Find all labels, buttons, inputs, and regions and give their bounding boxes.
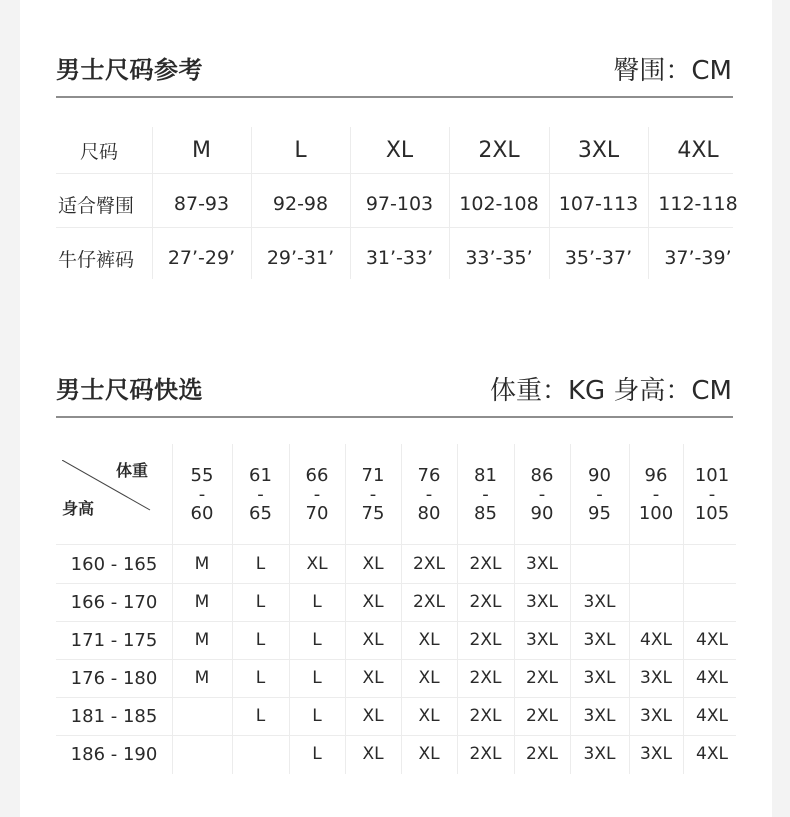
table-cell: 2XL [526, 744, 558, 764]
table-cell: L [312, 706, 322, 726]
table-cell [172, 697, 232, 735]
table-cell [629, 545, 683, 583]
table-cell: 97-103 [365, 193, 434, 215]
section1-title: 男士尺码参考 [56, 56, 203, 84]
table-cell: 4XL [640, 630, 672, 650]
size-xl: XL [385, 137, 414, 163]
row-label: 牛仔裤码 [58, 248, 135, 271]
table-cell: 3XL [640, 744, 672, 764]
table-cell: 4XL [696, 668, 728, 688]
table-cell: XL [418, 668, 440, 688]
height-range-label: 176 - 180 [70, 667, 158, 689]
size-m: M [192, 137, 211, 163]
table-cell: 3XL [640, 706, 672, 726]
table-cell: XL [362, 744, 384, 764]
row-label: 适合臀围 [58, 194, 135, 217]
header-label: 尺码 [80, 140, 119, 163]
weight-column-header: 61 - 65 [249, 464, 272, 524]
weight-column-header: 101 - 105 [694, 464, 730, 524]
table-cell: 33’-35’ [465, 247, 533, 269]
table-cell: 2XL [469, 706, 502, 726]
height-range-label: 171 - 175 [70, 629, 158, 651]
table-cell: XL [362, 630, 384, 650]
table-cell: 3XL [583, 668, 616, 688]
weight-column-header: 55 - 60 [190, 464, 214, 524]
table-cell [232, 735, 289, 773]
table-cell: XL [362, 706, 384, 726]
table-cell: 3XL [526, 554, 558, 574]
table-cell: 4XL [696, 744, 728, 764]
table-cell: L [255, 554, 266, 574]
table-cell: 2XL [413, 592, 445, 612]
table-cell [683, 545, 741, 583]
section1-unit: 臀围：CM [613, 56, 732, 86]
table-cell: 3XL [640, 668, 672, 688]
table-cell: XL [418, 630, 440, 650]
weight-column-header: 66 - 70 [305, 464, 329, 524]
table-cell: 92-98 [272, 193, 329, 215]
table-cell [629, 583, 683, 621]
table-cell: M [194, 592, 210, 612]
height-range-label: 166 - 170 [70, 591, 158, 613]
table-cell: XL [418, 706, 440, 726]
table-cell: M [194, 630, 210, 650]
table-cell: 3XL [526, 592, 558, 612]
table-cell: L [312, 668, 322, 688]
weight-column-header: 96 - 100 [638, 464, 674, 524]
weight-column-header: 71 - 75 [361, 464, 385, 524]
table-cell: L [312, 630, 322, 650]
table-cell: 2XL [469, 630, 502, 650]
section2-divider [56, 416, 733, 418]
height-range-label: 160 - 165 [70, 553, 158, 575]
table-cell: 3XL [583, 592, 616, 612]
table-cell: 3XL [583, 630, 616, 650]
table-cell: XL [362, 668, 384, 688]
weight-column-header: 76 - 80 [417, 464, 441, 524]
table-cell: 4XL [696, 706, 728, 726]
table-cell: 4XL [696, 630, 728, 650]
weight-column-header: 81 - 85 [474, 464, 497, 524]
table-cell: 2XL [413, 554, 445, 574]
table-cell: 3XL [583, 706, 616, 726]
table-cell: L [312, 744, 322, 764]
table-cell: 27’-29’ [167, 247, 236, 269]
table-cell: 35’-37’ [564, 247, 633, 269]
table-cell: 2XL [469, 744, 502, 764]
height-range-label: 181 - 185 [70, 705, 158, 727]
size-3xl: 3XL [577, 137, 620, 163]
weight-column-header: 90 - 95 [588, 464, 611, 524]
corner-height-label: 身高 [62, 499, 95, 518]
table-cell: L [255, 706, 266, 726]
table-cell: 31’-33’ [365, 247, 434, 269]
table-cell: M [194, 668, 210, 688]
table-cell: 29’-31’ [266, 247, 335, 269]
corner-weight-label: 体重 [116, 461, 149, 480]
table-cell: 2XL [469, 668, 502, 688]
table-cell: 3XL [526, 630, 558, 650]
table-cell: XL [362, 592, 384, 612]
table-cell [570, 545, 629, 583]
table-cell: 2XL [469, 592, 502, 612]
table-cell: 2XL [469, 554, 502, 574]
height-range-label: 186 - 190 [70, 743, 158, 765]
table-cell [683, 583, 741, 621]
section2-title: 男士尺码快选 [56, 376, 203, 404]
table-cell: 37’-39’ [664, 247, 732, 269]
table-cell [172, 735, 232, 773]
size-4xl: 4XL [677, 137, 719, 163]
table-cell: 102-108 [459, 193, 539, 215]
table-cell: 2XL [526, 706, 558, 726]
table-cell: 107-113 [558, 193, 639, 215]
section1-divider [56, 96, 733, 98]
table-cell: L [255, 630, 266, 650]
weight-column-header: 86 - 90 [530, 464, 554, 524]
table-cell: XL [306, 554, 328, 574]
table-cell: L [312, 592, 322, 612]
table-cell: L [255, 668, 266, 688]
size-chart-card [20, 0, 772, 817]
table-cell: 112-118 [658, 193, 738, 215]
table-cell: 3XL [583, 744, 616, 764]
section2-unit: 体重：KG 身高：CM [489, 376, 732, 406]
size-2xl: 2XL [478, 137, 520, 163]
table-cell: L [255, 592, 266, 612]
table-cell: M [194, 554, 210, 574]
table-cell: 87-93 [173, 193, 230, 215]
table-cell: 2XL [526, 668, 558, 688]
table-cell: XL [362, 554, 384, 574]
table-cell: XL [418, 744, 440, 764]
size-l: L [294, 137, 307, 163]
